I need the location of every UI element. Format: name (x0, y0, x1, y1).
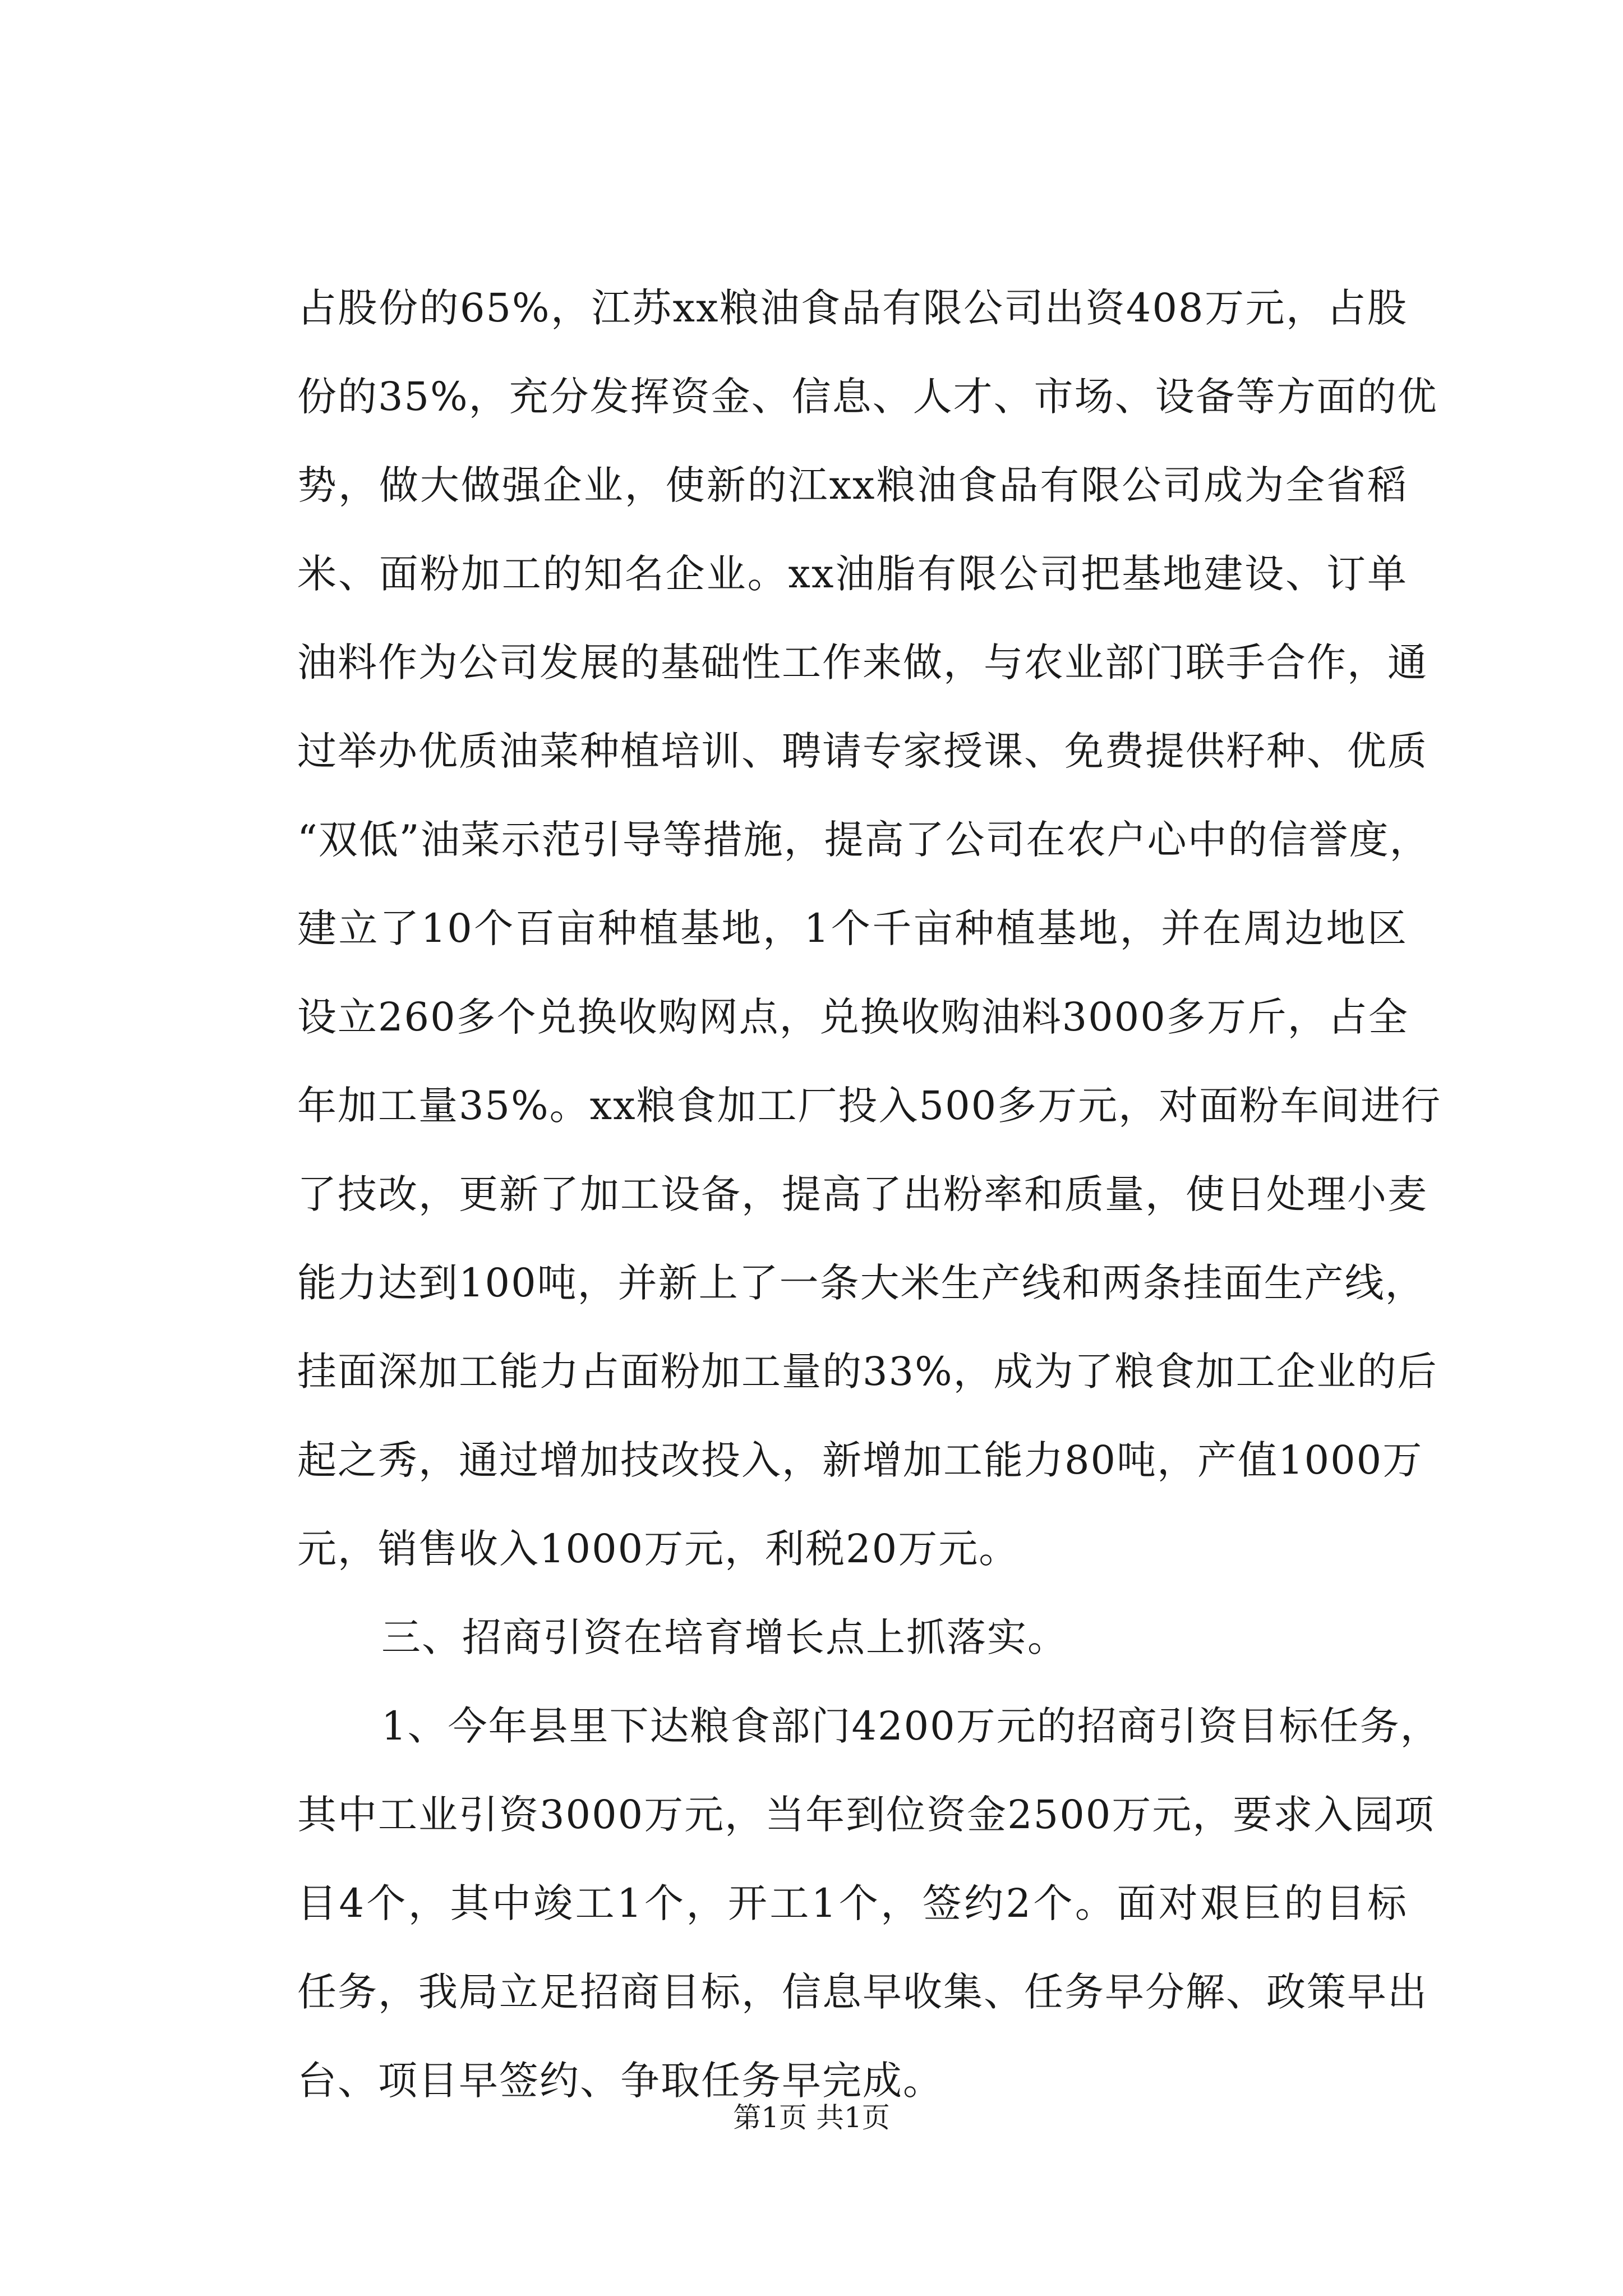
paragraph-line: 台、项目早签约、争取任务早完成。 (297, 2058, 943, 2104)
paragraph-line: 其中工业引资3000万元，当年到位资金2500万元，要求入园项 (297, 1792, 1435, 1838)
paragraph-line: 1、今年县里下达粮食部门4200万元的招商引资目标任务， (381, 1703, 1441, 1749)
page-number-footer: 第1页 共1页 (733, 2101, 890, 2134)
paragraph-line: 占股份的65%，江苏xx粮油食品有限公司出资408万元，占股 (297, 285, 1408, 331)
paragraph-line: 建立了10个百亩种植基地，1个千亩种植基地，并在周边地区 (297, 905, 1408, 951)
paragraph-line: 过举办优质油菜种植培训、聘请专家授课、免费提供籽种、优质 (297, 728, 1428, 774)
paragraph-line: 挂面深加工能力占面粉加工量的33%，成为了粮食加工企业的后 (297, 1349, 1438, 1395)
paragraph-line: 能力达到100吨，并新上了一条大米生产线和两条挂面生产线， (297, 1260, 1426, 1306)
paragraph-line: 起之秀，通过增加技改投入，新增加工能力80吨，产值1000万 (297, 1437, 1423, 1483)
paragraph-line: 设立260多个兑换收购网点，兑换收购油料3000多万斤，占全 (297, 994, 1409, 1040)
paragraph-line: 任务，我局立足招商目标，信息早收集、任务早分解、政策早出 (297, 1969, 1428, 2015)
section-heading: 三、招商引资在培育增长点上抓落实。 (381, 1614, 1068, 1660)
paragraph-line: 油料作为公司发展的基础性工作来做，与农业部门联手合作，通 (297, 639, 1428, 685)
paragraph-line: 米、面粉加工的知名企业。xx油脂有限公司把基地建设、订单 (297, 551, 1408, 597)
paragraph-line: 目4个，其中竣工1个，开工1个，签约2个。面对艰巨的目标 (297, 1880, 1408, 1926)
paragraph-line: 元，销售收入1000万元，利税20万元。 (297, 1526, 1020, 1572)
paragraph-line: “双低”油菜示范引导等措施，提高了公司在农户心中的信誉度， (297, 817, 1430, 863)
paragraph-line: 了技改，更新了加工设备，提高了出粉率和质量，使日处理小麦 (297, 1171, 1428, 1217)
document-body (297, 264, 1442, 2125)
paragraph-line: 份的35%，充分发挥资金、信息、人才、市场、设备等方面的优 (297, 374, 1438, 420)
paragraph-line: 年加工量35%。xx粮食加工厂投入500多万元，对面粉车间进行 (297, 1083, 1442, 1129)
paragraph-line: 势，做大做强企业，使新的江xx粮油食品有限公司成为全省稻 (297, 462, 1408, 508)
